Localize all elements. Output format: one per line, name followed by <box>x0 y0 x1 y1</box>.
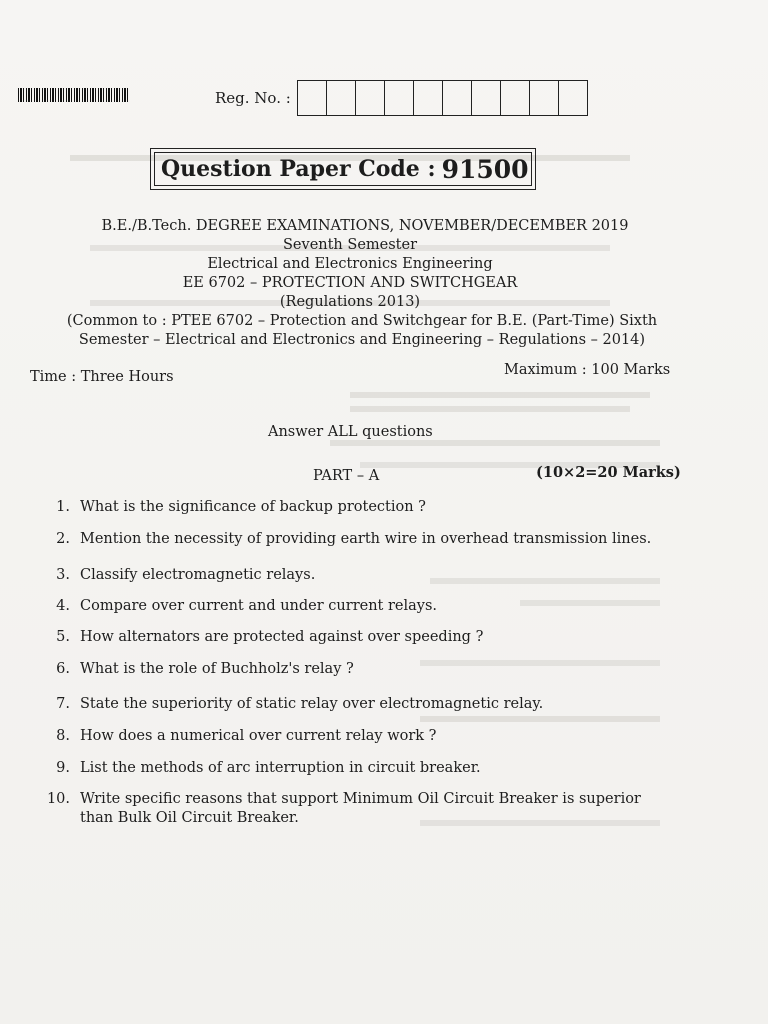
question-number: 6. <box>56 661 70 677</box>
question-text: What is the role of Buchholz's relay ? <box>80 661 354 677</box>
question-number: 4. <box>56 598 70 614</box>
reg-no-box <box>414 81 443 115</box>
maximum-marks-label: Maximum : 100 Marks <box>504 362 671 378</box>
time-label: Time : Three Hours <box>30 369 174 385</box>
common-to-line-1: (Common to : PTEE 6702 – Protection and Switchgear for B.E. (Part-Time) Sixth <box>66 313 658 329</box>
reg-no-box <box>298 81 327 115</box>
reg-no-box <box>443 81 472 115</box>
degree-line: B.E./B.Tech. DEGREE EXAMINATIONS, NOVEMBER/DECEMBER 2019 <box>101 218 629 234</box>
reg-no-label: Reg. No. : <box>215 89 291 107</box>
question-number: 7. <box>56 696 70 712</box>
question-item <box>40 628 660 647</box>
reg-no-box <box>327 81 356 115</box>
common-to-line-2: Semester – Electrical and Electronics and Engineering – Regulations – 2014) <box>78 332 646 348</box>
exam-info-block <box>30 217 670 350</box>
reg-no-field <box>215 80 588 116</box>
part-a-marks: (10×2=20 Marks) <box>536 464 681 481</box>
regulations-line: (Regulations 2013) <box>279 294 421 310</box>
question-paper-code-box <box>150 148 536 190</box>
question-number: 1. <box>56 499 70 515</box>
barcode <box>18 88 128 102</box>
question-paper-code-number: 91500 <box>441 154 529 184</box>
question-text: Classify electromagnetic relays. <box>80 567 316 583</box>
question-text: How does a numerical over current relay work ? <box>80 728 437 744</box>
question-paper-code-label: Question Paper Code : <box>161 156 436 182</box>
department-line: Electrical and Electronics Engineering <box>207 256 493 272</box>
question-number: 10. <box>46 791 70 807</box>
reg-no-box <box>385 81 414 115</box>
question-number: 2. <box>56 531 70 547</box>
subject-line: EE 6702 – PROTECTION AND SWITCHGEAR <box>182 275 518 291</box>
question-paper-code-inner <box>154 152 532 186</box>
question-item <box>40 695 660 714</box>
question-text: Compare over current and under current relays. <box>80 598 438 614</box>
question-item <box>40 597 660 616</box>
question-item <box>40 759 660 778</box>
reg-no-box <box>472 81 501 115</box>
question-number: 5. <box>56 629 70 645</box>
question-text: How alternators are protected against over speeding ? <box>80 629 484 645</box>
question-item <box>40 566 660 585</box>
reg-no-box <box>530 81 559 115</box>
reg-no-box <box>501 81 530 115</box>
question-text: List the methods of arc interruption in circuit breaker. <box>80 760 481 776</box>
question-item <box>40 530 660 549</box>
question-item <box>40 660 660 679</box>
question-text: State the superiority of static relay over electromagnetic relay. <box>80 696 544 712</box>
question-item <box>40 727 660 746</box>
reg-no-box <box>356 81 385 115</box>
part-a-heading: PART – A <box>313 468 380 484</box>
question-text: What is the significance of backup protection ? <box>80 499 426 515</box>
question-text: Mention the necessity of providing earth wire in overhead transmission lines. <box>80 531 652 547</box>
question-number: 8. <box>56 728 70 744</box>
question-text: Write specific reasons that support Minimum Oil Circuit Breaker is superior than Bulk Oil Circuit Breaker. <box>80 791 641 826</box>
question-number: 9. <box>56 760 70 776</box>
instruction-text: Answer ALL questions <box>268 424 433 440</box>
semester-line: Seventh Semester <box>282 237 418 253</box>
question-number: 3. <box>56 567 70 583</box>
reg-no-boxes <box>297 80 588 116</box>
question-item <box>40 790 645 828</box>
reg-no-box <box>559 81 587 115</box>
question-item <box>40 498 660 517</box>
